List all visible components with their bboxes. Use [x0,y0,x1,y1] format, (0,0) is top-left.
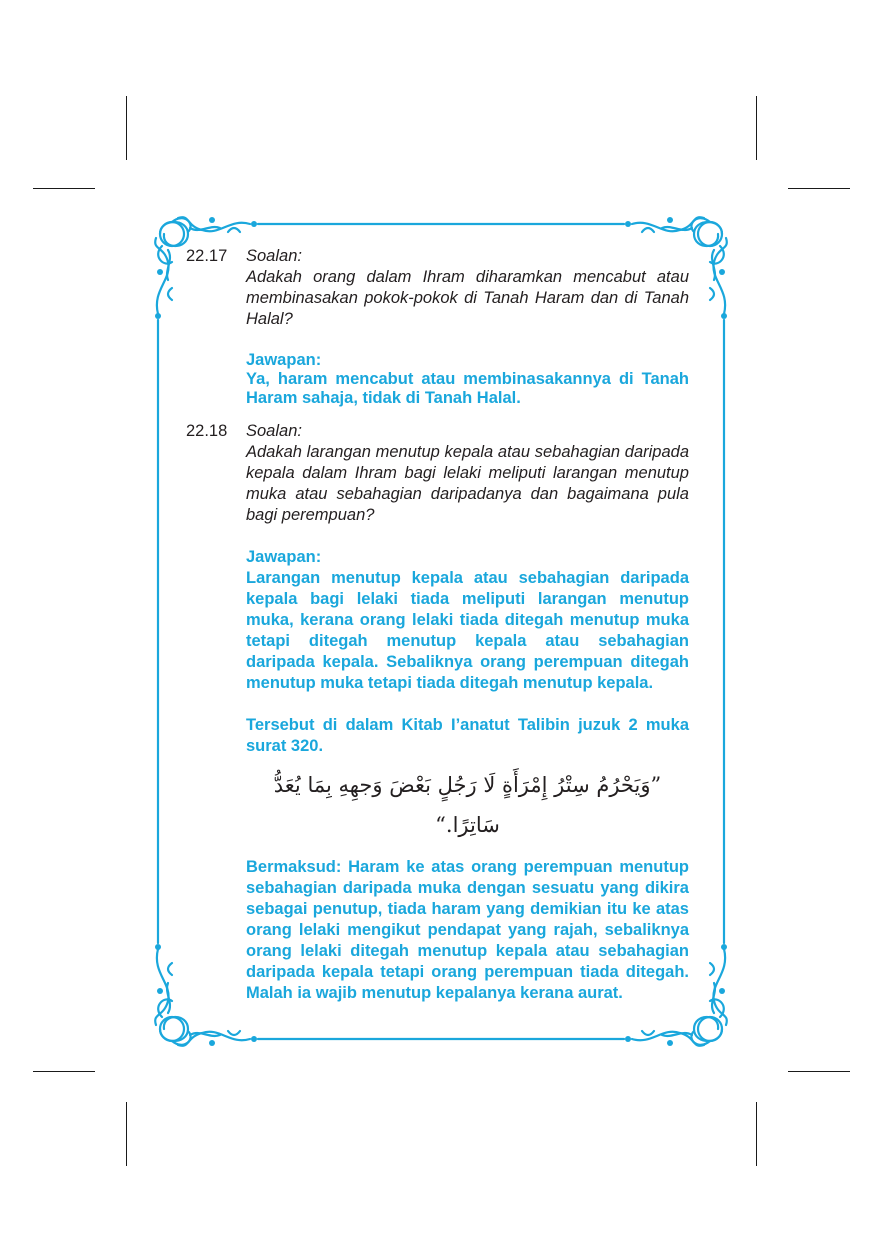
answer-heading: Jawapan: [246,351,322,369]
meaning-text: Bermaksud: Haram ke atas orang perempuan menutup sebahagian daripada muka dengan sesuatu yang dikira sebagai penutup, tiada haram yang demikian itu ke atas orang lelaki mengikut pendapat yang rajah, sebaliknya orang lelaki ditegah menutup kepala atau sebahagian daripada kepala tetapi orang perempuan tiada ditegah. Malah ia wajib menutup kepalanya kerana aurat. [246,858,689,1002]
crop-mark-right-lower [788,1071,850,1072]
reference-text: Tersebut di dalam Kitab I’anatut Talibin juzuk 2 muka surat 320. [246,716,689,755]
crop-mark-bottom-right [756,1102,757,1166]
crop-mark-bottom-left [126,1102,127,1166]
crop-mark-left-upper [33,188,95,189]
question-number: 22.17 [186,247,228,265]
question-text: Adakah orang dalam Ihram diharamkan mencabut atau membinasakan pokok-pokok di Tanah Haram dan di Tanah Halal? [246,268,689,328]
question-heading: Soalan: [246,247,302,265]
crop-mark-top-left [126,96,127,160]
question-item [186,421,689,1004]
answer-text: Ya, haram mencabut atau membinasakannya di Tanah Haram sahaja, tidak di Tanah Halal. [246,370,689,407]
arabic-quote: ”وَيَحْرُمُ سِتْرُ إِمْرَأَةٍ لَا رَجُلٍ بَعْضَ وَجهِهِ بِمَا يُعَدُّ سَاتِرًا.“ [273,773,662,837]
crop-mark-right-upper [788,188,850,189]
crop-mark-left-lower [33,1071,95,1072]
question-text: Adakah larangan menutup kepala atau sebahagian daripada kepala dalam Ihram bagi lelaki meliputi larangan menutup muka atau sebahagian daripadanya dan bagaimana pula bagi perempuan? [246,443,689,524]
answer-text: Larangan menutup kepala atau sebahagian daripada kepala bagi lelaki tiada meliputi larangan menutup muka, kerana orang lelaki tiada ditegah menutup muka tetapi ditegah menutup kepala atau sebahagian daripada kepala. Sebaliknya orang perempuan ditegah menutup muka tetapi tiada ditegah menutup kepala. [246,569,689,692]
crop-mark-top-right [756,96,757,160]
question-heading: Soalan: [246,422,302,440]
question-item [186,246,689,408]
answer-heading: Jawapan: [246,548,322,566]
question-number: 22.18 [186,422,228,440]
